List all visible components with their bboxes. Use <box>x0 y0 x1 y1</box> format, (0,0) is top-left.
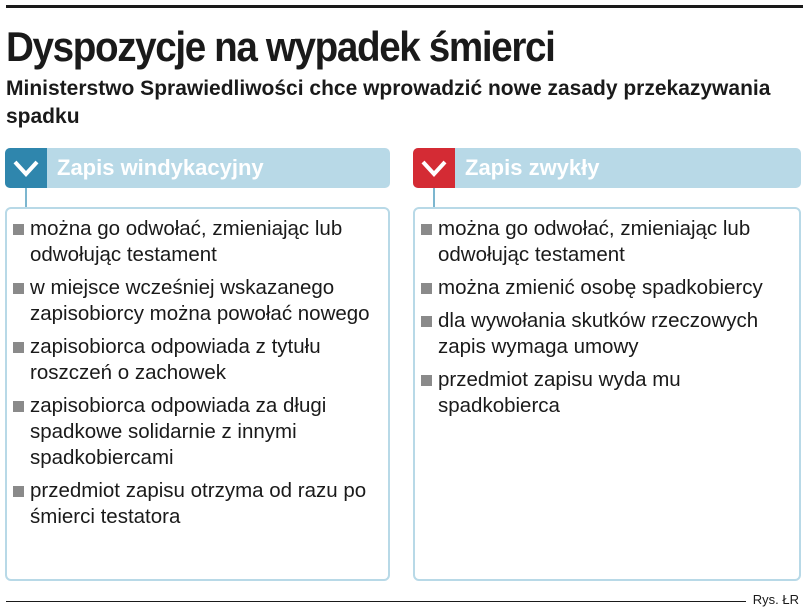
column-header <box>5 148 390 188</box>
item-text: w miejsce wcześniej wskazanego zapisobiorcy można powołać nowego <box>30 276 370 325</box>
list-item <box>13 275 380 327</box>
column-body <box>413 207 801 581</box>
item-text: można go odwołać, zmieniając lub odwołując testament <box>438 217 751 266</box>
square-bullet-icon <box>13 224 24 235</box>
square-bullet-icon <box>13 283 24 294</box>
item-list <box>13 216 380 530</box>
image-credit: Rys. ŁR <box>752 592 799 607</box>
column-title: Zapis zwykły <box>465 155 600 180</box>
square-bullet-icon <box>421 283 432 294</box>
list-item <box>421 367 791 419</box>
square-bullet-icon <box>13 342 24 353</box>
connector-line <box>25 188 27 208</box>
item-text: zapisobiorca odpowiada za długi spadkowe solidarnie z innymi spadkobiercami <box>30 394 327 469</box>
item-text: przedmiot zapisu otrzyma od razu po śmierci testatora <box>30 479 367 528</box>
item-text: dla wywołania skutków rzeczowych zapis wymaga umowy <box>438 309 759 358</box>
column-body <box>5 207 390 581</box>
list-item <box>421 275 791 301</box>
item-text: przedmiot zapisu wyda mu spadkobierca <box>438 368 681 417</box>
square-bullet-icon <box>421 316 432 327</box>
item-list <box>421 216 791 419</box>
square-bullet-icon <box>421 224 432 235</box>
square-bullet-icon <box>421 375 432 386</box>
list-item <box>13 216 380 268</box>
page-subtitle: Ministerstwo Sprawiedliwości chce wprowadzić nowe zasady przekazywania spadku <box>6 77 771 128</box>
list-item <box>421 216 791 268</box>
list-item <box>421 308 791 360</box>
column-header <box>413 148 801 188</box>
connector-line <box>433 188 435 208</box>
item-text: można zmienić osobę spadkobiercy <box>438 276 763 299</box>
list-item <box>13 478 380 530</box>
square-bullet-icon <box>13 486 24 497</box>
column-zapis-windykacyjny <box>5 148 390 528</box>
list-item <box>13 334 380 386</box>
bottom-rule <box>6 601 746 602</box>
item-text: zapisobiorca odpowiada z tytułu roszczeń o zachowek <box>30 335 321 384</box>
square-bullet-icon <box>13 401 24 412</box>
top-rule <box>6 5 803 8</box>
column-zapis-zwykly <box>413 148 801 417</box>
check-icon <box>413 148 455 188</box>
page-title: Dyspozycje na wypadek śmierci <box>6 23 555 70</box>
column-title: Zapis windykacyjny <box>57 155 264 180</box>
item-text: można go odwołać, zmieniając lub odwołując testament <box>30 217 343 266</box>
list-item <box>13 393 380 471</box>
check-icon <box>5 148 47 188</box>
